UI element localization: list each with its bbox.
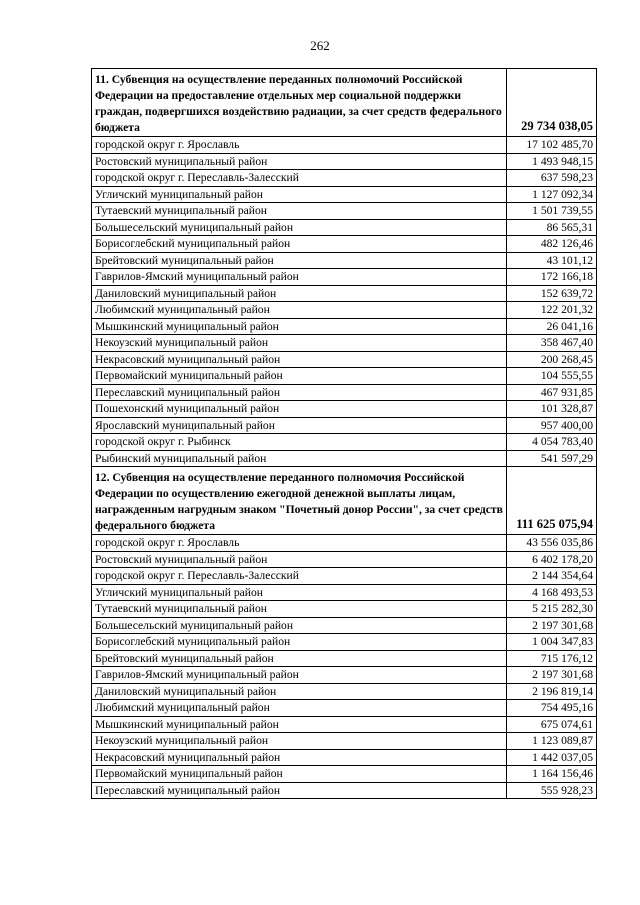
amount-value: 541 597,29 (507, 450, 597, 467)
municipality-name: Пошехонский муниципальный район (92, 401, 507, 418)
amount-value: 2 197 301,68 (507, 667, 597, 684)
amount-value: 358 467,40 (507, 335, 597, 352)
table-row (92, 667, 597, 684)
amount-value: 2 196 819,14 (507, 683, 597, 700)
table-row (92, 302, 597, 319)
municipality-name: Переславский муниципальный район (92, 384, 507, 401)
amount-value: 1 164 156,46 (507, 766, 597, 783)
amount-value: 555 928,23 (507, 782, 597, 799)
amount-value: 101 328,87 (507, 401, 597, 418)
municipality-name: Брейтовский муниципальный район (92, 252, 507, 269)
amount-value: 5 215 282,30 (507, 601, 597, 618)
table-row (92, 335, 597, 352)
municipality-name: Любимский муниципальный район (92, 700, 507, 717)
municipality-name: Угличский муниципальный район (92, 584, 507, 601)
table-row (92, 318, 597, 335)
table-row (92, 450, 597, 467)
municipality-name: Борисоглебский муниципальный район (92, 634, 507, 651)
municipality-name: городской округ г. Переславль-Залесский (92, 568, 507, 585)
amount-value: 1 501 739,55 (507, 203, 597, 220)
amount-value: 4 054 783,40 (507, 434, 597, 451)
table-row (92, 252, 597, 269)
amount-value: 957 400,00 (507, 417, 597, 434)
municipality-name: Даниловский муниципальный район (92, 285, 507, 302)
section-header-row (92, 467, 597, 535)
table-row (92, 634, 597, 651)
amount-value: 4 168 493,53 (507, 584, 597, 601)
table-row (92, 749, 597, 766)
amount-value: 17 102 485,70 (507, 137, 597, 154)
amount-value: 43 101,12 (507, 252, 597, 269)
municipality-name: городской округ г. Рыбинск (92, 434, 507, 451)
table-row (92, 551, 597, 568)
amount-value: 172 166,18 (507, 269, 597, 286)
amount-value: 675 074,61 (507, 716, 597, 733)
municipality-name: Тутаевский муниципальный район (92, 203, 507, 220)
municipality-name: городской округ г. Ярославль (92, 137, 507, 154)
table-row (92, 716, 597, 733)
table-row (92, 766, 597, 783)
table-row (92, 568, 597, 585)
table-row (92, 401, 597, 418)
table-row (92, 351, 597, 368)
municipality-name: городской округ г. Переславль-Залесский (92, 170, 507, 187)
amount-value: 200 268,45 (507, 351, 597, 368)
municipality-name: Некоузский муниципальный район (92, 733, 507, 750)
table-row (92, 269, 597, 286)
municipality-name: Некоузский муниципальный район (92, 335, 507, 352)
table-row (92, 219, 597, 236)
municipality-name: Гаврилов-Ямский муниципальный район (92, 667, 507, 684)
table-row (92, 153, 597, 170)
municipality-name: Некрасовский муниципальный район (92, 749, 507, 766)
table-row (92, 535, 597, 552)
section-total: 111 625 075,94 (507, 467, 597, 535)
amount-value: 2 197 301,68 (507, 617, 597, 634)
municipality-name: Мышкинский муниципальный район (92, 318, 507, 335)
amount-value: 2 144 354,64 (507, 568, 597, 585)
amount-value: 467 931,85 (507, 384, 597, 401)
amount-value: 1 004 347,83 (507, 634, 597, 651)
municipality-name: Первомайский муниципальный район (92, 368, 507, 385)
section-title: 11. Субвенция на осуществление переданных полномочий Российской Федерации на предоставление отдельных мер социальной поддержки граждан, подвергшихся воздействию радиации, за счет средств федерального бюджета (92, 69, 507, 137)
municipality-name: Тутаевский муниципальный район (92, 601, 507, 618)
municipality-name: Угличский муниципальный район (92, 186, 507, 203)
table-row (92, 650, 597, 667)
municipality-name: городской округ г. Ярославль (92, 535, 507, 552)
municipality-name: Гаврилов-Ямский муниципальный район (92, 269, 507, 286)
municipality-name: Мышкинский муниципальный район (92, 716, 507, 733)
municipality-name: Ростовский муниципальный район (92, 551, 507, 568)
amount-value: 1 442 037,05 (507, 749, 597, 766)
municipality-name: Некрасовский муниципальный район (92, 351, 507, 368)
amount-value: 637 598,23 (507, 170, 597, 187)
municipality-name: Рыбинский муниципальный район (92, 450, 507, 467)
table-row (92, 186, 597, 203)
amount-value: 43 556 035,86 (507, 535, 597, 552)
amount-value: 754 495,16 (507, 700, 597, 717)
section-header-row (92, 69, 597, 137)
table-row (92, 434, 597, 451)
amount-value: 104 555,55 (507, 368, 597, 385)
amount-value: 6 402 178,20 (507, 551, 597, 568)
table-row (92, 617, 597, 634)
table-row (92, 137, 597, 154)
municipality-name: Большесельский муниципальный район (92, 617, 507, 634)
table-row (92, 368, 597, 385)
amount-value: 715 176,12 (507, 650, 597, 667)
table-row (92, 384, 597, 401)
amount-value: 1 123 089,87 (507, 733, 597, 750)
amount-value: 1 493 948,15 (507, 153, 597, 170)
table-row (92, 733, 597, 750)
table-row (92, 700, 597, 717)
table-row (92, 584, 597, 601)
amount-value: 86 565,31 (507, 219, 597, 236)
municipality-name: Первомайский муниципальный район (92, 766, 507, 783)
section-title: 12. Субвенция на осуществление переданного полномочия Российской Федерации по осуществлению ежегодной денежной выплаты лицам, награжденным нагрудным знаком "Почетный донор России", за счет средств федерального бюджета (92, 467, 507, 535)
municipality-name: Брейтовский муниципальный район (92, 650, 507, 667)
municipality-name: Ярославский муниципальный район (92, 417, 507, 434)
table-row (92, 203, 597, 220)
table-row (92, 601, 597, 618)
table-row (92, 782, 597, 799)
amount-value: 1 127 092,34 (507, 186, 597, 203)
municipality-name: Большесельский муниципальный район (92, 219, 507, 236)
amount-value: 26 041,16 (507, 318, 597, 335)
section-total: 29 734 038,05 (507, 69, 597, 137)
municipality-name: Переславский муниципальный район (92, 782, 507, 799)
table-row (92, 285, 597, 302)
table-row (92, 683, 597, 700)
amount-value: 482 126,46 (507, 236, 597, 253)
table-row (92, 236, 597, 253)
municipality-name: Борисоглебский муниципальный район (92, 236, 507, 253)
page-number: 262 (310, 38, 330, 53)
municipality-name: Ростовский муниципальный район (92, 153, 507, 170)
municipality-name: Даниловский муниципальный район (92, 683, 507, 700)
table-row (92, 417, 597, 434)
table-row (92, 170, 597, 187)
municipality-name: Любимский муниципальный район (92, 302, 507, 319)
amount-value: 122 201,32 (507, 302, 597, 319)
subvention-table (91, 68, 597, 799)
amount-value: 152 639,72 (507, 285, 597, 302)
